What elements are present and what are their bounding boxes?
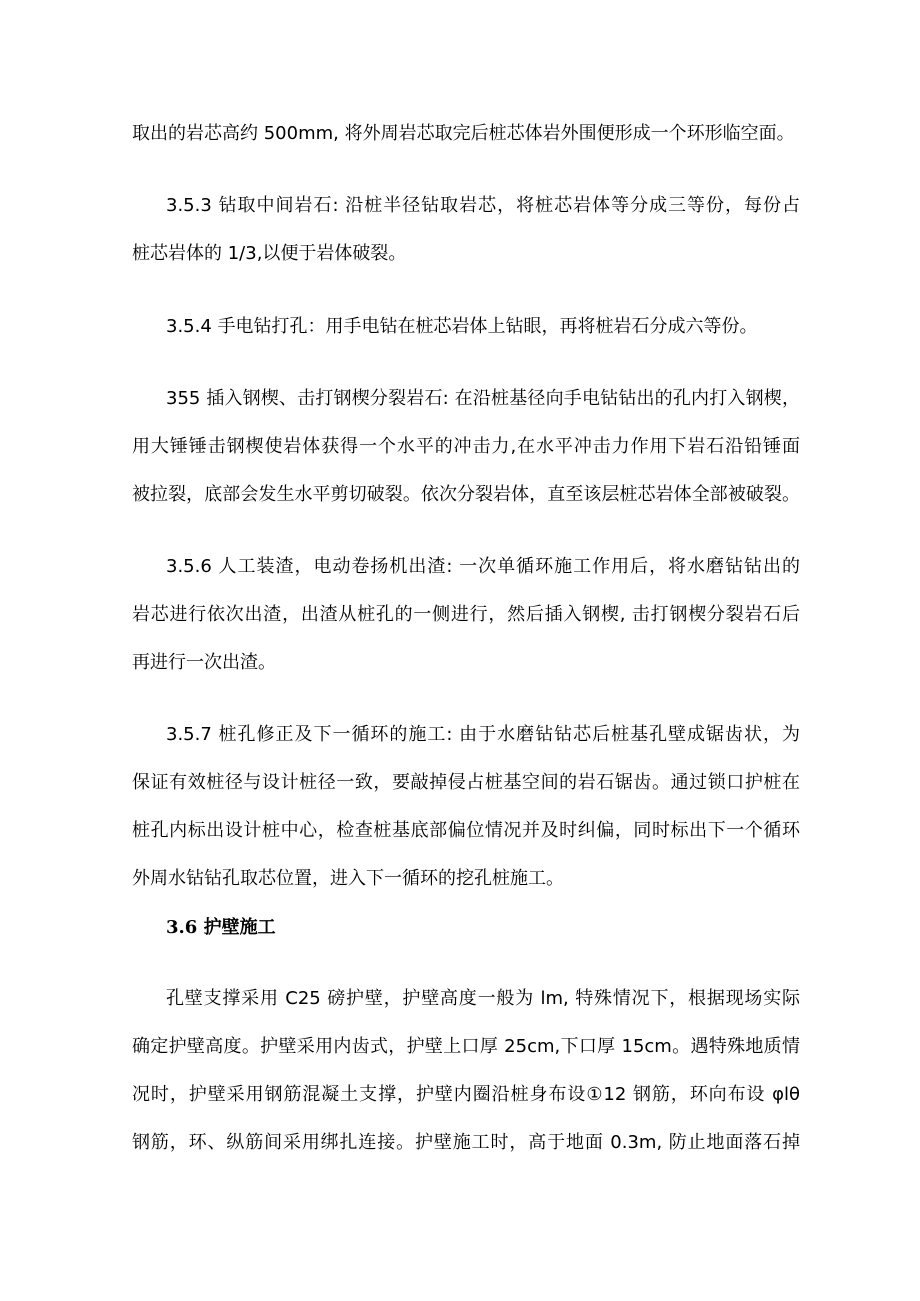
paragraph-line: 3.5.3 钻取中间岩石: 沿桩半径钻取岩芯，将桩芯岩体等分成三等份，每份占 (166, 195, 800, 216)
paragraph-line: 用大锤锤击钢楔使岩体获得一个水平的冲击力,在水平冲击力作用下岩石沿铅锤面 (132, 436, 800, 457)
paragraph-line: 况时，护壁采用钢筋混凝土支撑，护壁内圈沿桩身布设①12 钢筋，环向布设 φlθ (132, 1084, 800, 1105)
paragraph-line: 桩孔内标出设计桩中心，检查桩基底部偏位情况并及时纠偏，同时标出下一个循环 (132, 820, 800, 841)
paragraph-line: 确定护壁高度。护壁采用内齿式，护壁上口厚 25cm,下口厚 15cm。遇特殊地质情 (132, 1036, 800, 1057)
paragraph-line: 外周水钻钻孔取芯位置，进入下一循环的挖孔桩施工。 (132, 868, 564, 889)
paragraph-line: 再进行一次出渣。 (132, 652, 276, 673)
paragraph-line: 355 插入钢楔、击打钢楔分裂岩石: 在沿桩基径向手电钻钻出的孔内打入钢楔， (166, 388, 800, 409)
section-heading: 3.6 护壁施工 (166, 917, 276, 938)
paragraph-line: 桩芯岩体的 1/3,以便于岩体破裂。 (132, 243, 407, 264)
paragraph-line: 钢筋，环、纵筋间采用绑扎连接。护壁施工时，高于地面 0.3m, 防止地面落石掉 (132, 1132, 800, 1153)
paragraph-line: 孔壁支撑采用 C25 磅护壁，护壁高度一般为 lm, 特殊情况下，根据现场实际 (166, 988, 800, 1009)
paragraph-line: 岩芯进行依次出渣，出渣从桩孔的一侧进行，然后插入钢楔, 击打钢楔分裂岩石后 (132, 604, 800, 625)
paragraph-line: 3.5.4 手电钻打孔：用手电钻在桩芯岩体上钻眼，再将桩岩石分成六等份。 (166, 316, 758, 337)
paragraph-line: 3.5.6 人工装渣，电动卷扬机出渣: 一次单循环施工作用后，将水磨钻钻出的 (166, 556, 800, 577)
paragraph-line: 被拉裂，底部会发生水平剪切破裂。依次分裂岩体，直至该层桩芯岩体全部被破裂。 (132, 484, 800, 505)
paragraph-line: 取出的岩芯高约 500mm, 将外周岩芯取完后桩芯体岩外围便形成一个环形临空面。 (132, 123, 795, 144)
paragraph-line: 保证有效桩径与设计桩径一致，要敲掉侵占桩基空间的岩石锯齿。通过锁口护桩在 (132, 772, 800, 793)
paragraph-line: 3.5.7 桩孔修正及下一循环的施工: 由于水磨钻钻芯后桩基孔壁成锯齿状，为 (166, 724, 800, 745)
